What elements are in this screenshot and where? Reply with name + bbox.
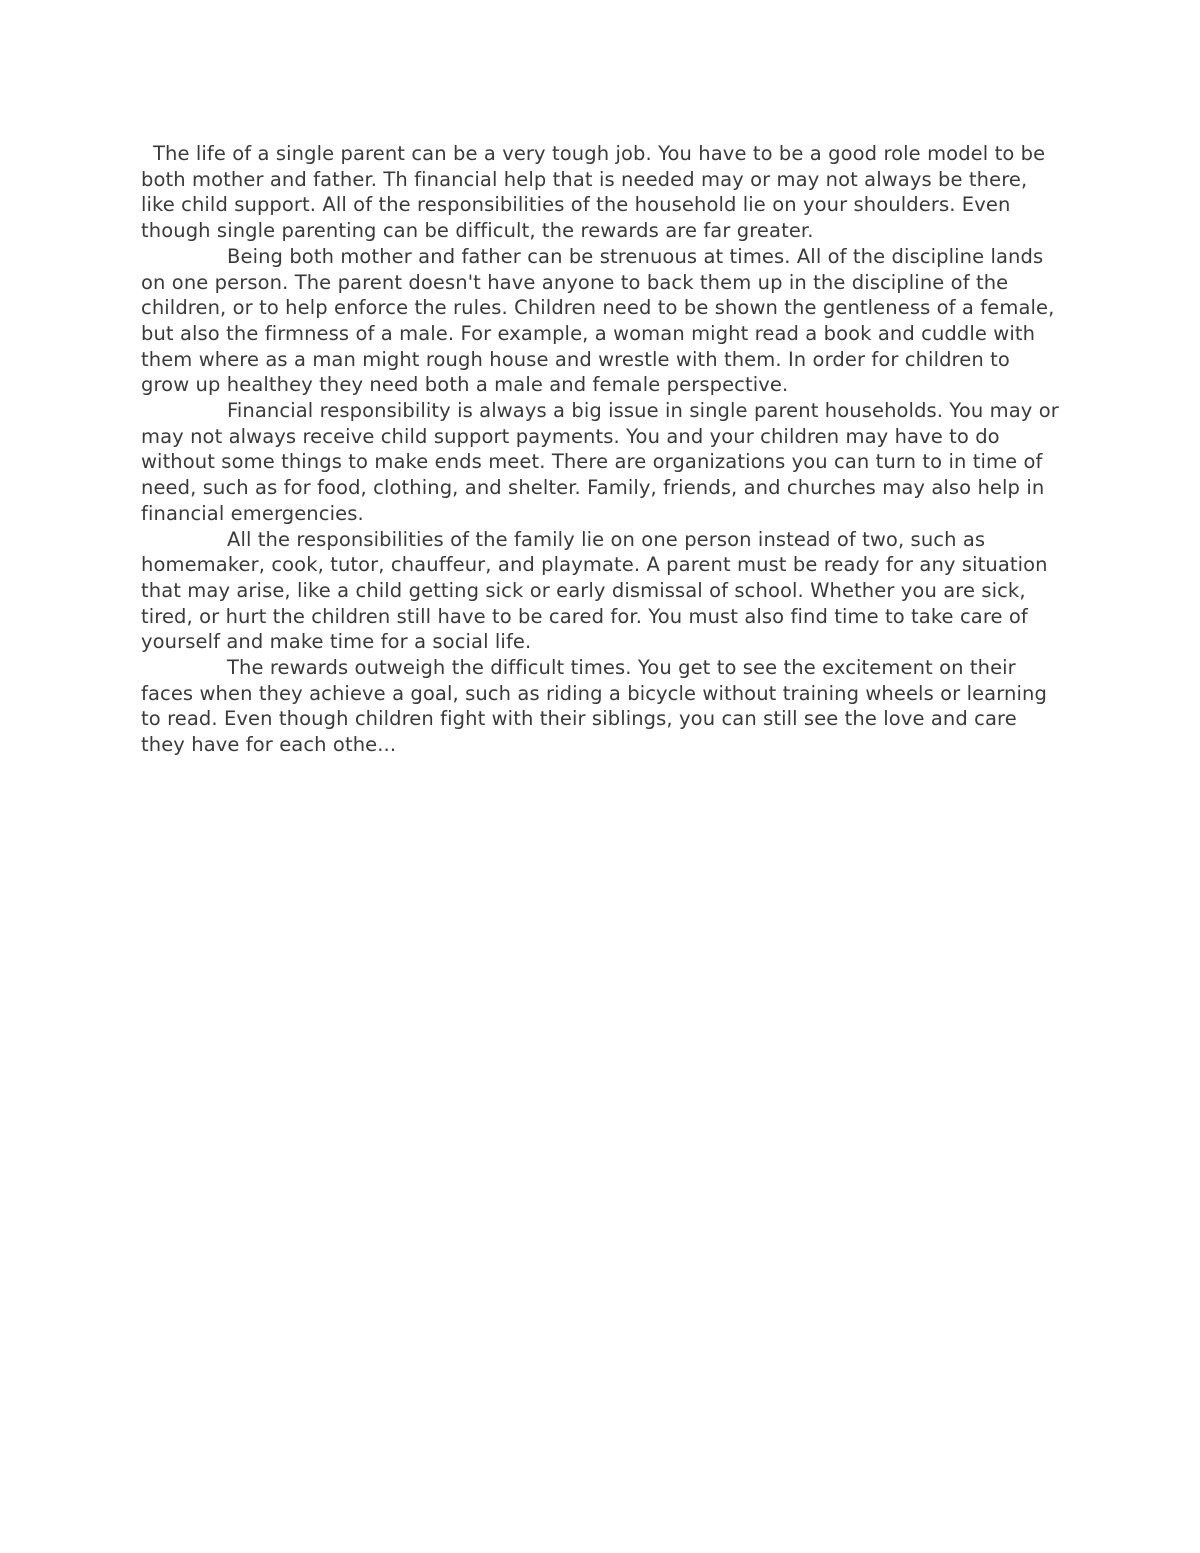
essay-paragraph-mother-and-father: Being both mother and father can be strenuous at times. All of the discipline lands on one person. The parent doesn't have anyone to back them up in the discipline of the children, or to help enforce the rules. Children need to be shown the gentleness of a female, but also the firmness of a male. For example, a woman might read a book and cuddle with them where as a man might rough house and wrestle with them. In order for children to grow up healthey they need both a male and female perspective. [141, 244, 1055, 397]
essay-paragraph-financial: Financial responsibility is always a big issue in single parent households. You may or may not always receive child support payments. You and your children may have to do without some things to make ends meet. There are organizations you can turn to in time of need, such as for food, clothing, and shelter. Family, friends, and churches may also help in financial emergencies. [141, 399, 1059, 525]
essay-paragraph-intro: The life of a single parent can be a very tough job. You have to be a good role model to be both mother and father. Th financial help that is needed may or may not always be there, like child support. All of the responsibilities of the household lie on your shoulders. Even though single parenting can be difficult, the rewards are far greater. [141, 142, 1046, 243]
essay-paragraph-responsibilities: All the responsibilities of the family lie on one person instead of two, such as homemaker, cook, tutor, chauffeur, and playmate. A parent must be ready for any situation that may arise, like a child getting sick or early dismissal of school. Whether you are sick, tired, or hurt the children still have to be cared for. You must also find time to take care of yourself and make time for a social life. [141, 527, 1048, 654]
essay-body [141, 141, 1063, 758]
essay-paragraph-rewards: The rewards outweigh the difficult times. You get to see the excitement on their faces when they achieve a goal, such as riding a bicycle without training wheels or learning to read. Even though children fight with their siblings, you can still see the love and care they have for each othe... [141, 656, 1047, 757]
